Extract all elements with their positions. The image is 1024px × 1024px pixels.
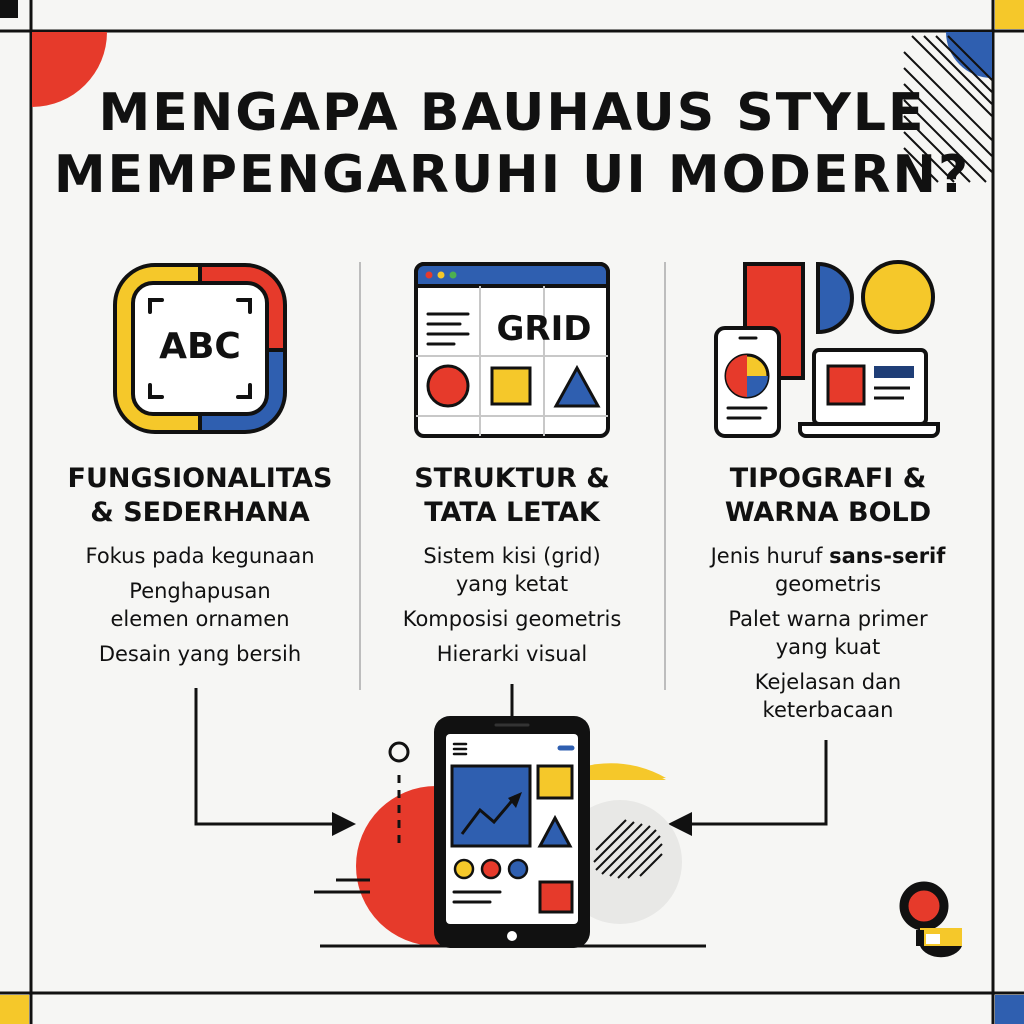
column-2-heading-line-1: STRUKTUR & [414,463,610,494]
column-2-item: Hierarki visual [436,642,588,666]
bauhaus-logo-shape [904,886,962,957]
column-3-item: Palet warna primer yang kuat [728,607,928,659]
abc-icon-label: ABC [159,326,241,367]
column-3-item-1-prefix: Jenis huruf [710,544,830,568]
corner-square-br [995,995,1024,1024]
arrow-left-head [332,812,356,836]
column-1-heading-line-1: FUNGSIONALITAS [67,463,333,494]
column-1-heading [40,462,360,530]
column-3-item-1-bold: sans-serif [829,544,946,568]
column-3-heading [672,462,984,530]
column-2-item: Komposisi geometris [402,607,622,631]
column-1-item: Fokus pada kegunaan [85,544,315,568]
column-3-item-1-suffix: geometris [774,572,882,596]
title-line-2: MEMPENGARUHI UI MODERN? [53,145,971,205]
column-3-item: Kejelasan dan keterbacaan [754,670,902,722]
corner-square-bl [0,995,29,1024]
smartphone-shape [434,716,590,948]
column-1-heading-line-2: & SEDERHANA [90,497,310,528]
column-3-item [686,542,970,598]
column-2-heading [362,462,662,530]
column-3-list [686,542,970,731]
corner-square-tl [0,0,18,18]
page-title [0,82,1024,206]
title-line-1: MENGAPA BAUHAUS STYLE [98,83,926,143]
column-1-item: Desain yang bersih [98,642,302,666]
column-3-heading-line-1: TIPOGRAFI & [729,463,927,494]
column-3-heading-line-2: WARNA BOLD [724,497,932,528]
column-2-list [372,542,652,675]
column-2-heading-line-2: TATA LETAK [424,497,600,528]
grid-icon-label: GRID [496,309,592,349]
devices-shapes-shape [716,262,938,436]
corner-square-tr [995,0,1024,29]
column-2-item: Sistem kisi (grid) yang ketat [423,544,601,596]
column-1-item: Penghapusan elemen ornamen [110,579,290,631]
column-1-list [50,542,350,675]
